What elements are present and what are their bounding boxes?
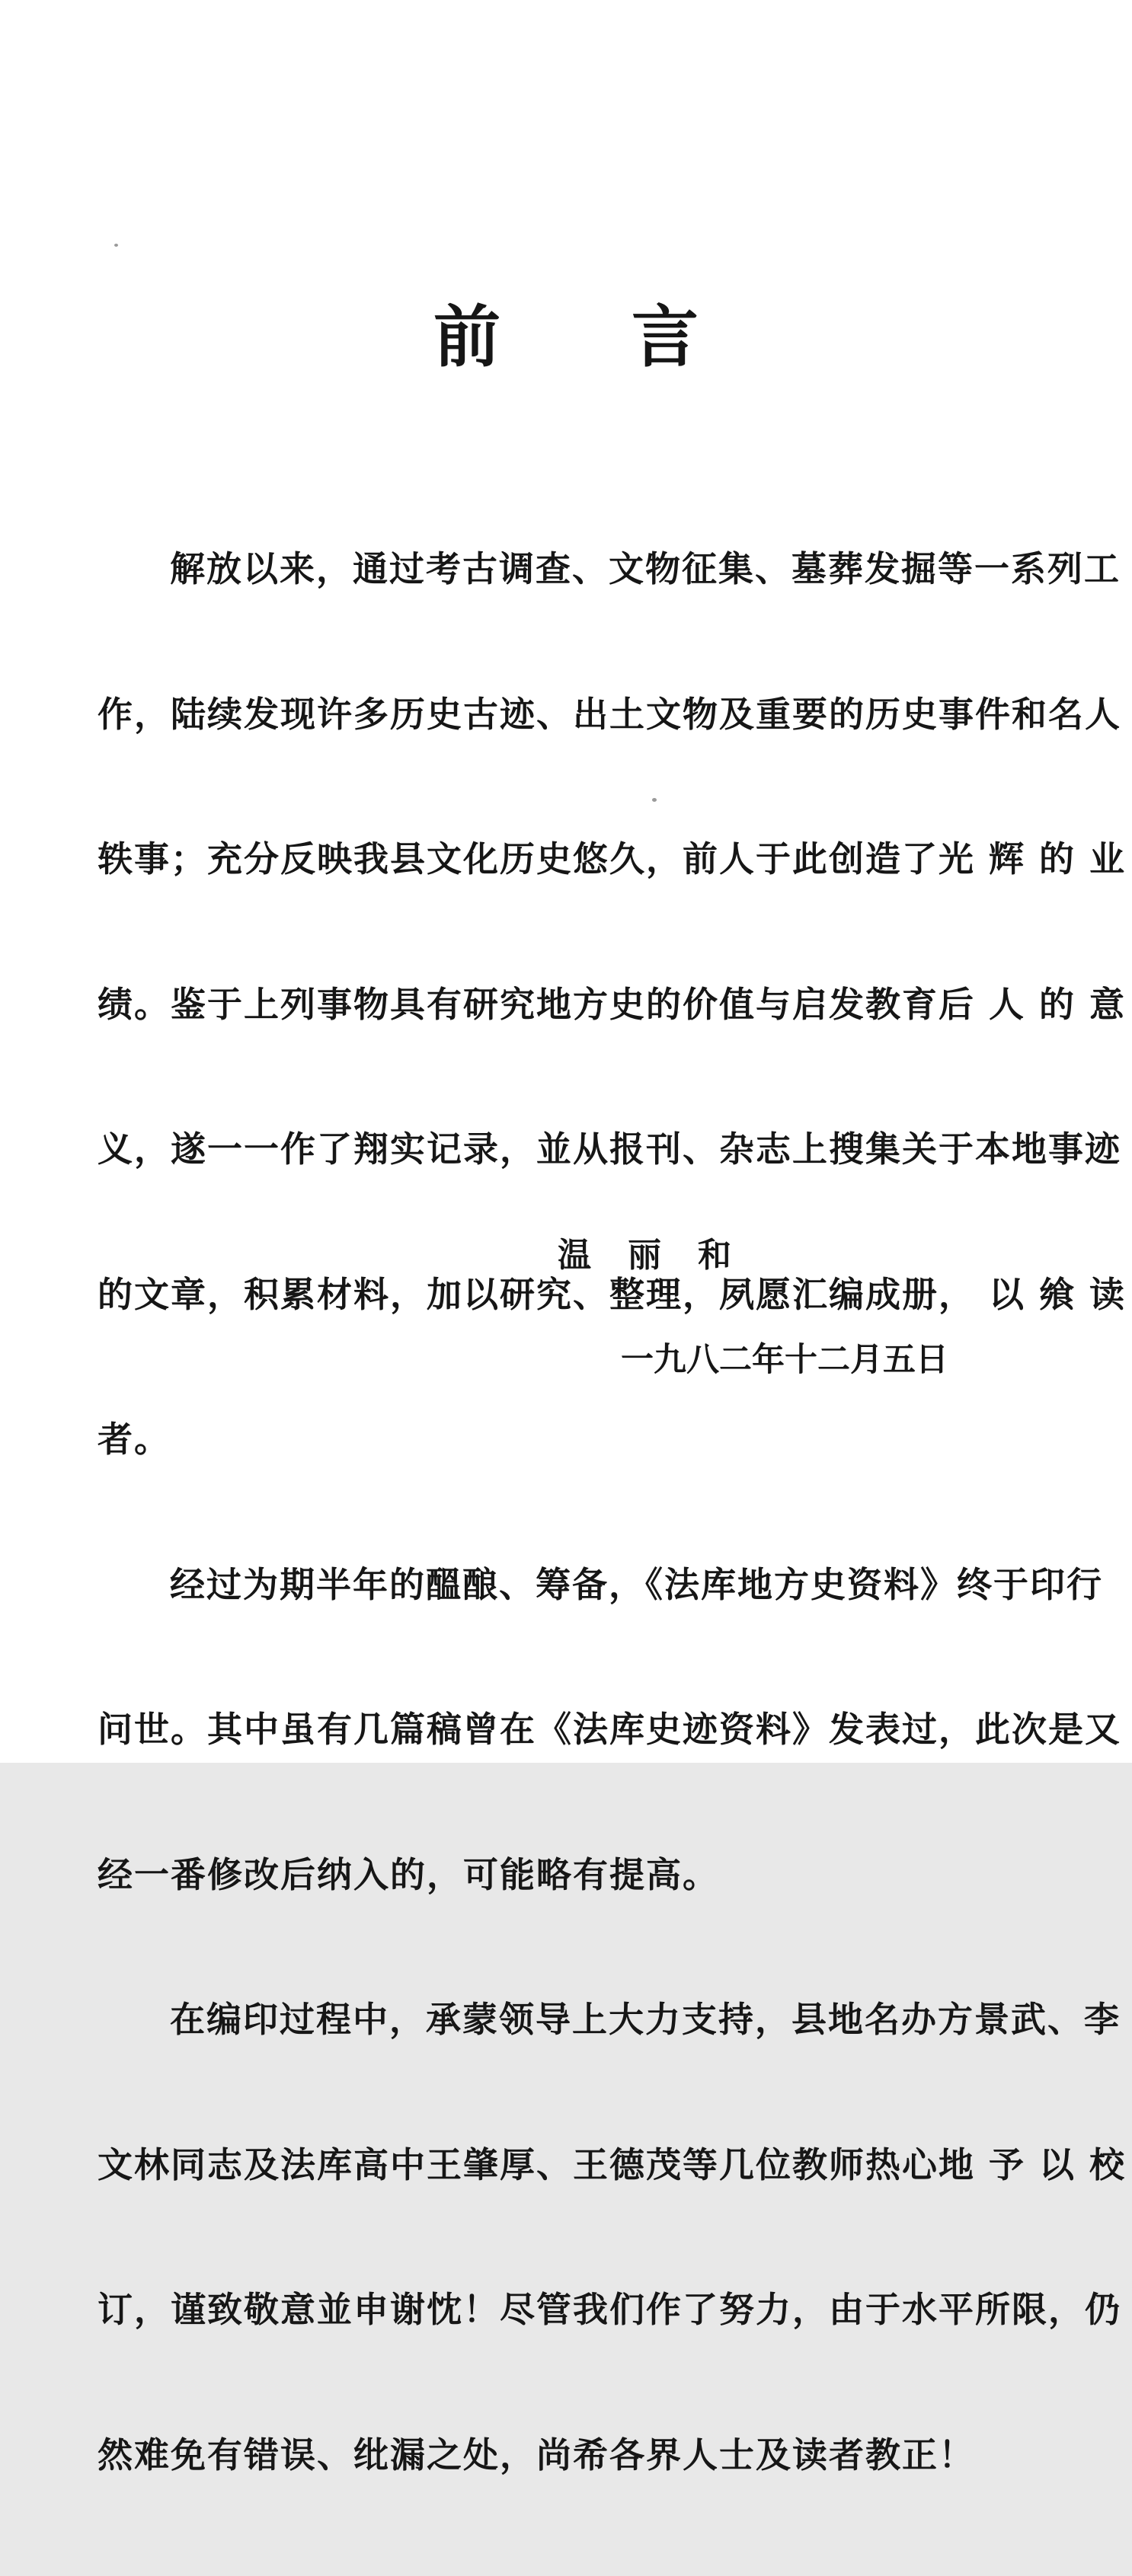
body-line: 然难免有错误、纰漏之处，尚希各界人士及读者教正！ xyxy=(98,2434,975,2475)
title-char-2: 言 xyxy=(632,297,699,376)
signature-date: 一九八二年十二月五日 xyxy=(621,1341,948,1379)
body-line: 义，遂一一作了翔实记录，並从报刊、杂志上搜集关于本地事迹 xyxy=(98,1128,1121,1170)
body-line: 绩。鉴于上列事物具有研究地方史的价值与启发教育后 人 的 意 xyxy=(98,983,1127,1025)
preface-body xyxy=(98,448,1127,2576)
body-line: 经过为期半年的醞酿、筹备，《法库地方史资料》终于印行 xyxy=(170,1563,1103,1605)
body-line: 订，谨致敬意並申谢忱！尽管我们作了努力，由于水平所限，仍 xyxy=(98,2289,1121,2330)
author-signature: 温 丽 和 xyxy=(558,1236,733,1275)
page-title xyxy=(0,297,1132,376)
body-line: 问世。其中虽有几篇稿曾在《法库史迹资料》发表过，此次是又 xyxy=(98,1709,1121,1750)
body-line: 者。 xyxy=(98,1419,171,1460)
scan-speck xyxy=(652,798,657,802)
body-line: 经一番修改后纳入的，可能略有提高。 xyxy=(98,1853,719,1895)
title-char-1: 前 xyxy=(433,297,500,376)
body-line: 在编印过程中，承蒙领导上大力支持，县地名办方景武、李 xyxy=(170,1999,1121,2040)
scan-speck xyxy=(114,244,118,247)
body-line: 的文章，积累材料，加以研究、整理，夙愿汇编成册， 以 飨 读 xyxy=(98,1273,1127,1315)
body-line: 文林同志及法库高中王肇厚、王德茂等几位教师热心地 予 以 校 xyxy=(98,2143,1127,2185)
body-line: 解放以来，通过考古调查、文物征集、墓葬发掘等一系列工 xyxy=(170,548,1121,589)
body-line: 作，陆续发现许多历史古迹、出土文物及重要的历史事件和名人 xyxy=(98,693,1121,735)
body-line: 轶事；充分反映我县文化历史悠久，前人于此创造了光 辉 的 业 xyxy=(98,838,1127,879)
